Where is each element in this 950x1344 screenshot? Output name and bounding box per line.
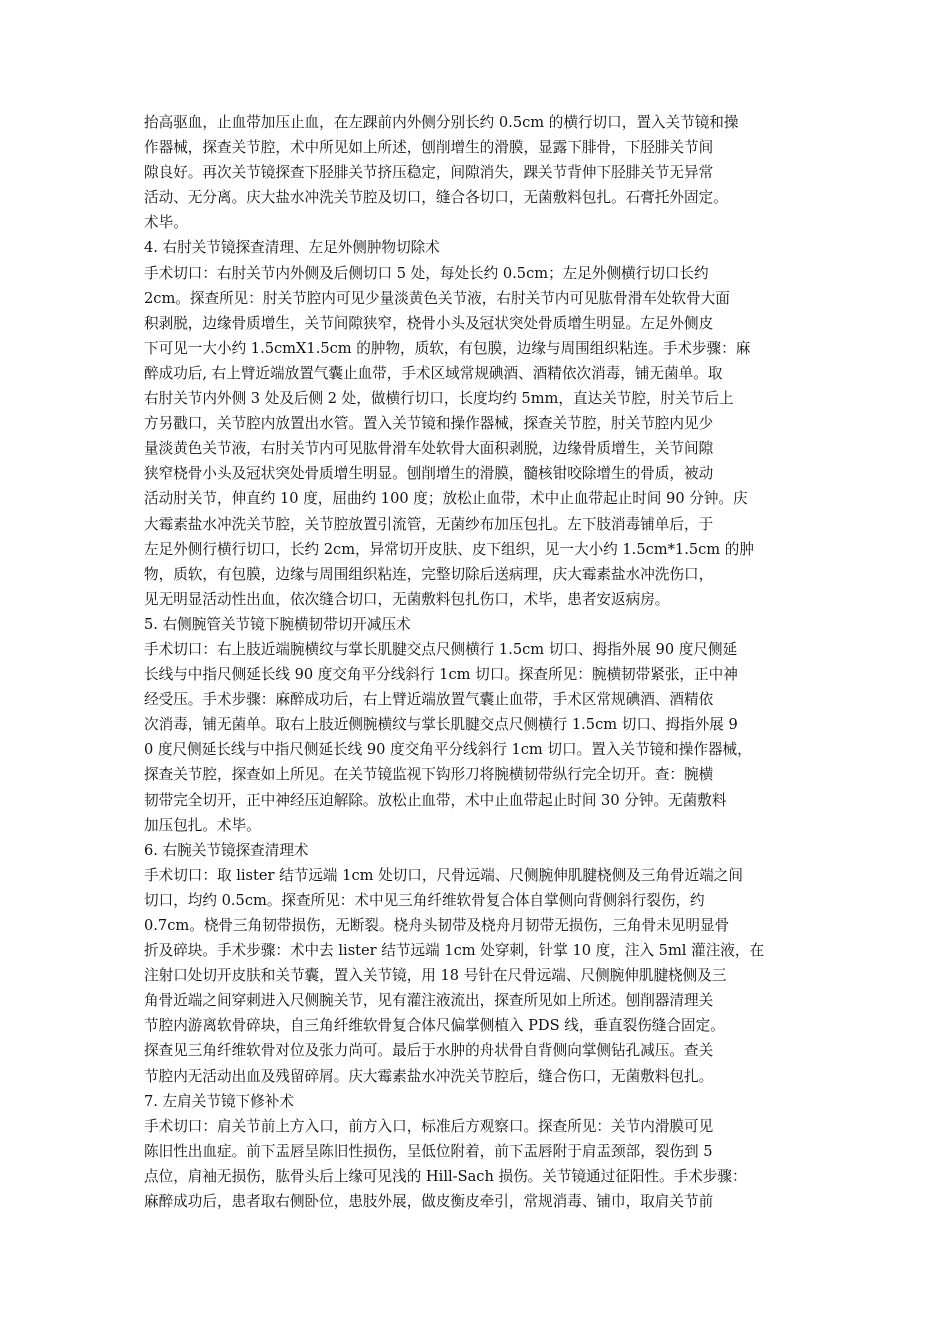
- text-line: 折及碎块。手术步骤：术中去 lister 结节远端 1cm 处穿刺，针掌 10 度，注入 5ml 灌注液，在: [144, 942, 765, 960]
- text-line: 0.7cm。桡骨三角韧带损伤，无断裂。桡舟头韧带及桡舟月韧带无损伤，三角骨未见明显骨: [144, 917, 730, 934]
- text-line: 经受压。手术步骤：麻醉成功后，右上臂近端放置气囊止血带，手术区常规碘酒、酒精依: [144, 691, 714, 709]
- section-heading: 6. 右腕关节镜探查清理术: [144, 841, 309, 859]
- text-line: 狭窄桡骨小头及冠状突处骨质增生明显。刨削增生的滑膜，髓核钳咬除增生的骨质，被动: [144, 465, 714, 483]
- text-line: 右肘关节内外侧 3 处及后侧 2 处，做横行切口，长度均约 5mm，直达关节腔，肘关节后上: [144, 390, 734, 408]
- text-line: 活动肘关节，伸直约 10 度，屈曲约 100 度；放松止血带，术中止血带起止时间 90 分钟。庆: [144, 490, 748, 508]
- text-line: 积剥脱，边缘骨质增生，关节间隙狭窄，桡骨小头及冠状突处骨质增生明显。左足外侧皮: [144, 314, 714, 332]
- text-line: 作器械，探查关节腔，术中所见如上所述，刨削增生的滑膜，显露下腓骨，下胫腓关节间: [144, 139, 714, 157]
- text-line: 大霉素盐水冲洗关节腔，关节腔放置引流管，无菌纱布加压包扎。左下肢消毒铺单后，于: [144, 515, 714, 533]
- text-line: 切口，均约 0.5cm。探查所见：术中见三角纤维软骨复合体自掌侧向背侧斜行裂伤，约: [144, 891, 705, 909]
- text-line: 麻醉成功后，患者取右侧卧位，患肢外展，做皮衡皮牵引，常规消毒、铺巾，取肩关节前: [144, 1193, 714, 1211]
- text-line: 手术切口：肩关节前上方入口，前方入口，标准后方观察口。探查所见：关节内滑膜可见: [144, 1117, 714, 1135]
- document-body: [144, 110, 834, 1214]
- section-heading: 5. 右侧腕管关节镜下腕横韧带切开减压术: [144, 615, 411, 633]
- text-line: 点位，肩袖无损伤，肱骨头后上缘可见浅的 Hill-Sach 损伤。关节镜通过征阳性。手术步骤：: [144, 1167, 747, 1185]
- text-line: 物，质软，有包膜，边缘与周围组织粘连，完整切除后送病理，庆大霉素盐水冲洗伤口，: [144, 565, 714, 583]
- text-line: 左足外侧行横行切口，长约 2cm，异常切开皮肤、皮下组织，见一大小约 1.5cm*1.5cm 的肿: [144, 540, 754, 558]
- text-line: 2cm。探查所见：肘关节腔内可见少量淡黄色关节液，右肘关节内可见肱骨滑车处软骨大面: [144, 289, 730, 307]
- text-line: 手术切口：取 lister 结节远端 1cm 处切口，尺骨远端、尺侧腕伸肌腱桡侧及三角骨近端之间: [144, 866, 743, 884]
- text-line: 手术切口：右上肢近端腕横纹与掌长肌腱交点尺侧横行 1.5cm 切口、拇指外展 90 度尺侧延: [144, 640, 738, 658]
- text-line: 节腔内游离软骨碎块，自三角纤维软骨复合体尺偏掌侧植入 PDS 线，垂直裂伤缝合固定。: [144, 1017, 725, 1035]
- text-line: 韧带完全切开，正中神经压迫解除。放松止血带，术中止血带起止时间 30 分钟。无菌敷料: [144, 791, 727, 809]
- section-heading: 7. 左肩关节镜下修补术: [144, 1092, 294, 1110]
- text-line: 注射口处切开皮肤和关节囊，置入关节镜，用 18 号针在尺骨远端、尺侧腕伸肌腱桡侧及三: [144, 967, 727, 985]
- text-line: 0 度尺侧延长线与中指尺侧延长线 90 度交角平分线斜行 1cm 切口。置入关节镜和操作器械，: [144, 741, 752, 759]
- text-line: 方另戳口，关节腔内放置出水管。置入关节镜和操作器械，探查关节腔，肘关节腔内见少: [144, 415, 714, 433]
- text-line: 醉成功后, 右上臂近端放置气囊止血带，手术区域常规碘酒、酒精依次消毒，铺无菌单。取: [144, 364, 723, 382]
- text-line: 次消毒，铺无菌单。取右上肢近侧腕横纹与掌长肌腱交点尺侧横行 1.5cm 切口、拇指外展 9: [144, 716, 738, 734]
- section-heading: 4. 右肘关节镜探查清理、左足外侧肿物切除术: [144, 239, 440, 257]
- text-line: 节腔内无活动出血及残留碎屑。庆大霉素盐水冲洗关节腔后，缝合伤口，无菌敷料包扎。: [144, 1067, 714, 1085]
- text-line: 量淡黄色关节液，右肘关节内可见肱骨滑车处软骨大面积剥脱，边缘骨质增生，关节间隙: [144, 440, 714, 458]
- text-line: 下可见一大小约 1.5cmX1.5cm 的肿物，质软，有包膜，边缘与周围组织粘连。手术步骤：麻: [144, 339, 751, 357]
- text-line: 加压包扎。术毕。: [144, 816, 261, 834]
- text-line: 长线与中指尺侧延长线 90 度交角平分线斜行 1cm 切口。探查所见：腕横韧带紧张，正中神: [144, 666, 738, 684]
- text-line: 探查见三角纤维软骨对位及张力尚可。最后于水肿的舟状骨自背侧向掌侧钻孔减压。查关: [144, 1042, 714, 1060]
- text-line: 术毕。: [144, 214, 188, 232]
- text-line: 角骨近端之间穿刺进入尺侧腕关节，见有灌注液流出，探查所见如上所述。刨削器清理关: [144, 992, 714, 1010]
- text-line: 抬高驱血，止血带加压止血，在左踝前内外侧分别长约 0.5cm 的横行切口，置入关节镜和操: [144, 114, 739, 131]
- text-line: 见无明显活动性出血，依次缝合切口，无菌敷料包扎伤口，术毕，患者安返病房。: [144, 590, 670, 608]
- text-line: 隙良好。再次关节镜探查下胫腓关节挤压稳定，间隙消失，踝关节背伸下胫腓关节无异常: [144, 164, 714, 182]
- text-line: 手术切口：右肘关节内外侧及后侧切口 5 处，每处长约 0.5cm；左足外侧横行切口长约: [144, 264, 709, 282]
- text-line: 活动、无分离。庆大盐水冲洗关节腔及切口，缝合各切口，无菌敷料包扎。石膏托外固定。: [144, 189, 728, 207]
- text-line: 陈旧性出血症。前下盂唇呈陈旧性损伤，呈低位附着，前下盂唇附于肩盂颈部，裂伤到 5: [144, 1142, 713, 1160]
- text-line: 探查关节腔，探查如上所见。在关节镜监视下钩形刀将腕横韧带纵行完全切开。查：腕横: [144, 766, 714, 784]
